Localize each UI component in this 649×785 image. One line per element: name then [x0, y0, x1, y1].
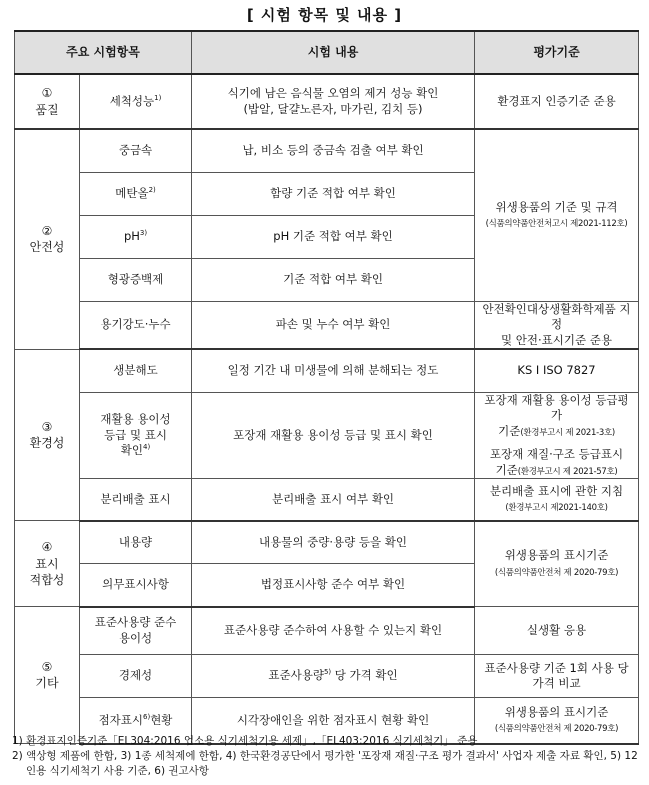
criteria-cell: 포장재 재활용 용이성 등급평가 기준(환경부고시 제 2021-3호) 포장재 재질·구조 등급표시 기준(환경부고시 제 2021-57호)	[475, 392, 639, 479]
criteria-cell: 환경표지 인증기준 준용	[475, 74, 639, 129]
table-row	[15, 521, 639, 564]
category-safety: ② 안전성	[15, 129, 80, 349]
item-cell: 의무표시사항	[80, 564, 192, 607]
table-row	[15, 655, 639, 698]
content-cell: 시각장애인을 위한 점자표시 현황 확인	[192, 698, 475, 744]
criteria-cell: KS I ISO 7827	[475, 349, 639, 392]
content-cell: 식기에 남은 음식물 오염의 제거 성능 확인 (밥알, 달걀노른자, 마가린, 김치 등)	[192, 74, 475, 129]
item-cell: 표준사용량 준수 용이성	[80, 607, 192, 655]
item-cell: 점자표시$^{6)}$현황	[80, 698, 192, 744]
category-other: ⑤ 기타	[15, 607, 80, 744]
criteria-cell: 안전확인대상생활화학제품 지정 및 안전·표시기준 준용	[475, 301, 639, 349]
category-labeling: ④ 표시 적합성	[15, 521, 80, 607]
table-row	[15, 392, 639, 479]
content-cell: 내용물의 중량·용량 등을 확인	[192, 521, 475, 564]
footnotes	[12, 734, 642, 779]
content-cell: 함량 기준 적합 여부 확인	[192, 172, 475, 215]
table-row	[15, 301, 639, 349]
test-items-table	[14, 30, 639, 745]
header-content: 시험 내용	[192, 31, 475, 74]
footnote-1: 1) 환경표지인증기준「EL304:2016 업소용 식기세척기용 세제」,「EL403:2016 식기세척기」 준용	[12, 735, 478, 747]
table-header-row	[15, 31, 639, 74]
criteria-cell: 위생용품의 표시기준 (식품의약품안전처 제 2020-79호)	[475, 521, 639, 607]
content-cell: 법정표시사항 준수 여부 확인	[192, 564, 475, 607]
item-cell: 내용량	[80, 521, 192, 564]
item-cell: 재활용 용이성 등급 및 표시 확인$^{4)}$	[80, 392, 192, 479]
item-cell: 중금속	[80, 129, 192, 172]
item-cell: $pH^{3)}$	[80, 215, 192, 258]
item-cell: 용기강도·누수	[80, 301, 192, 349]
table-row	[15, 479, 639, 521]
content-cell: 표준사용량$^{5)}$ 당 가격 확인	[192, 655, 475, 698]
criteria-cell: 표준사용량 기준 1회 사용 당 가격 비교	[475, 655, 639, 698]
content-cell: 일정 기간 내 미생물에 의해 분해되는 정도	[192, 349, 475, 392]
item-cell: 세척성능$^{1)}$	[80, 74, 192, 129]
page-title: [ 시험 항목 및 내용 ]	[246, 6, 403, 24]
content-cell: 납, 비소 등의 중금속 검출 여부 확인	[192, 129, 475, 172]
content-cell: pH 기준 적합 여부 확인	[192, 215, 475, 258]
category-quality: ① 품질	[15, 74, 80, 129]
item-cell: 분리배출 표시	[80, 479, 192, 521]
criteria-cell: 실생활 응용	[475, 607, 639, 655]
item-cell: 형광증백제	[80, 258, 192, 301]
content-cell: 기준 적합 여부 확인	[192, 258, 475, 301]
content-cell: 파손 및 누수 여부 확인	[192, 301, 475, 349]
criteria-cell: 위생용품의 기준 및 규격 (식품의약품안전처고시 제2021-112호)	[475, 129, 639, 301]
table-row	[15, 74, 639, 129]
table-row	[15, 349, 639, 392]
item-cell: 메탄올$^{2)}$	[80, 172, 192, 215]
header-criteria: 평가기준	[475, 31, 639, 74]
header-item: 주요 시험항목	[15, 31, 192, 74]
item-cell: 생분해도	[80, 349, 192, 392]
content-cell: 표준사용량 준수하여 사용할 수 있는지 확인	[192, 607, 475, 655]
criteria-cell: 위생용품의 표시기준 (식품의약품안전처 제 2020-79호)	[475, 698, 639, 744]
table-row	[15, 607, 639, 655]
category-environment: ③ 환경성	[15, 349, 80, 521]
content-cell: 포장재 재활용 용이성 등급 및 표시 확인	[192, 392, 475, 479]
content-cell: 분리배출 표시 여부 확인	[192, 479, 475, 521]
criteria-cell: 분리배출 표시에 관한 지침 (환경부고시 제2021-140호)	[475, 479, 639, 521]
footnote-2: 2) 액상형 제품에 한함, 3) 1종 세척제에 한함, 4) 한국환경공단에서 평가한 '포장재 재질·구조 평가 결과서' 사업자 제출 자료 확인, 5) 12인용 식기세척기 사용 기준, 6) 권고사항	[12, 750, 638, 777]
item-cell: 경제성	[80, 655, 192, 698]
table-row	[15, 129, 639, 172]
